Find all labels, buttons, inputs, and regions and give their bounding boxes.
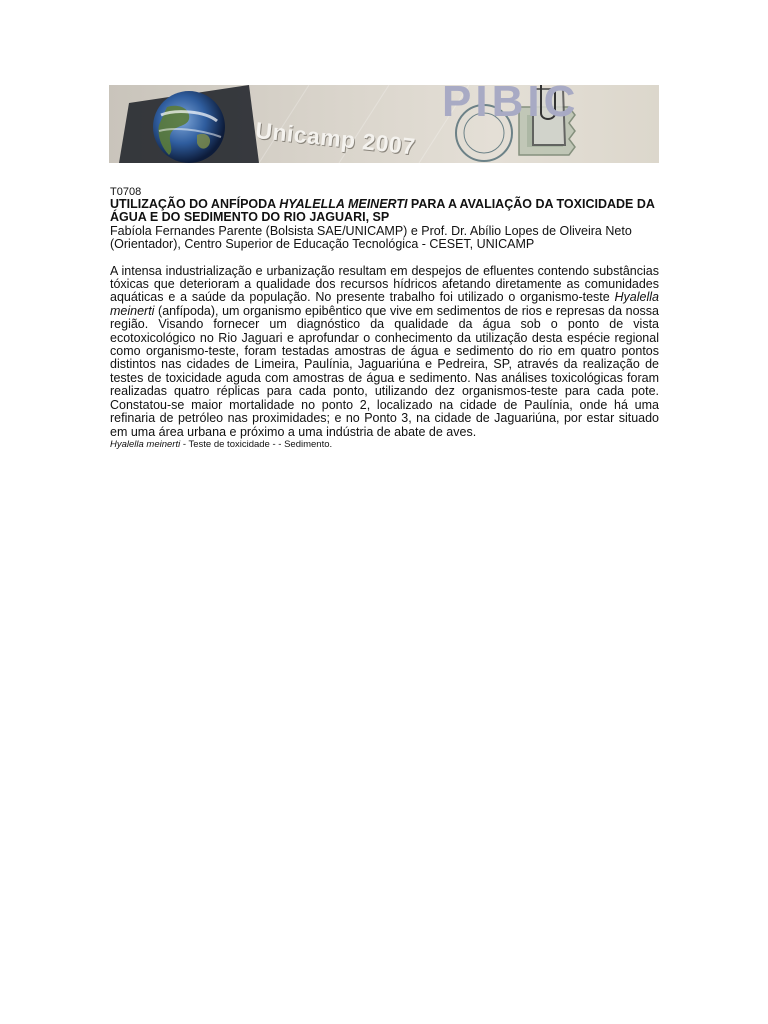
title-species-name: HYALELLA MEINERTI <box>279 197 408 211</box>
title-text-start: UTILIZAÇÃO DO ANFÍPODA <box>110 197 280 211</box>
paper-code: T0708 <box>110 186 142 198</box>
abstract-text-end: (anfípoda), um organismo epibêntico que vive em sedimentos de rios e represas da nossa região. Visando fornecer um diagnóstico da qualidade da água sob o ponto de vista ecotoxicológico no Rio Jaguari e aprofundar o conhecimento da utilização desta espécie regional como organismo-teste, foram testadas amostras de água e sedimento do rio em quatro pontos distintos nas cidades de Limeira, Paulínia, Jaguariúna e Pedreira, SP, através da realização de testes de toxicidade aguda com amostras de água e sedimento. Nas análises toxicológicas foram realizadas quatro réplicas para cada ponto, utilizando dez organismos-teste para cada pote. Constatou-se maior mortalidade no ponto 2, localizado na cidade de Paulínia, onde há uma refinaria de petróleo nas proximidades; e no Ponto 3, na cidade de Jaguariúna, por estar situado em uma área urbana e próximo a uma indústria de abate de aves. <box>110 303 659 439</box>
paper-abstract <box>110 186 659 450</box>
abstract-text-start: A intensa industrialização e urbanização resultam em despejos de efluentes contendo substâncias tóxicas que deterioram a qualidade dos recursos hídricos afetando diretamente as comunidades aquáticas e a saúde da população. No presente trabalho foi utilizado o organismo-teste <box>110 263 659 305</box>
paper-title <box>110 198 659 225</box>
abstract-body <box>110 265 659 439</box>
keyword-species: Hyalella meinerti <box>110 438 181 450</box>
abstract-species-name: Hyalella meinerti <box>110 290 659 318</box>
banner-brand-text: PIBIC <box>442 85 580 126</box>
paper-keywords <box>110 439 659 450</box>
header-banner <box>109 85 659 163</box>
title-text-end: PARA A AVALIAÇÃO DA TOXICIDADE DA ÁGUA E DO SEDIMENTO DO RIO JAGUARI, SP <box>110 197 655 225</box>
banner-event-text: Unicamp 2007 <box>254 117 417 160</box>
paper-authors: Fabíola Fernandes Parente (Bolsista SAE/UNICAMP) e Prof. Dr. Abílio Lopes de Oliveira Neto (Orientador), Centro Superior de Educação Tecnológica - CESET, UNICAMP <box>110 223 632 252</box>
earth-globe-icon <box>153 91 225 163</box>
keyword-rest: - Teste de toxicidade - - Sedimento. <box>180 438 333 450</box>
